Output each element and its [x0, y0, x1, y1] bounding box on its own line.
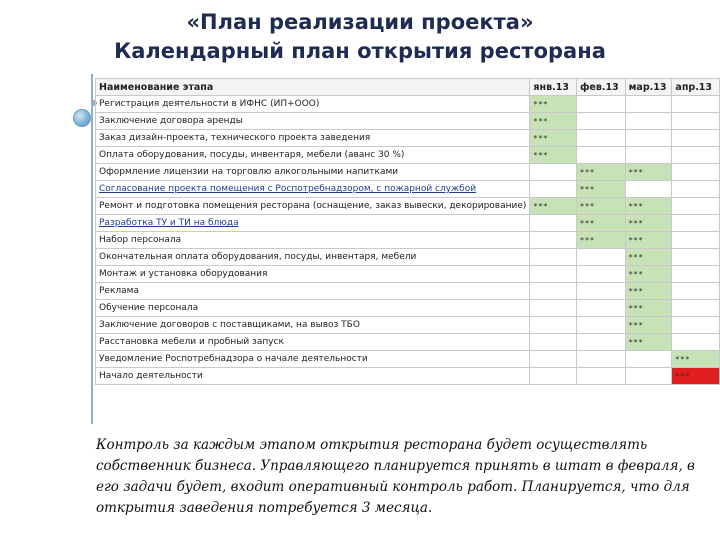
schedule-cell — [672, 283, 720, 300]
header-stage: Наименование этапа — [96, 79, 530, 96]
caption-text: Контроль за каждым этапом открытия ресторана будет осуществлять собственник бизнеса. Управляющего планируется принять в штат в февраля, в его задачи будет, входит оперативный контроль работ. Планируется, что для открытия заведения потребуется 3 месяца. — [96, 437, 695, 516]
schedule-cell — [576, 113, 625, 130]
table-header-row — [96, 79, 720, 96]
schedule-cell — [672, 317, 720, 334]
schedule-cell — [530, 249, 577, 266]
schedule-cell — [530, 283, 577, 300]
schedule-cell — [576, 300, 625, 317]
decorative-line — [91, 74, 93, 424]
stage-name: Заказ дизайн-проекта, технического проекта заведения — [96, 130, 530, 147]
schedule-cell — [576, 283, 625, 300]
schedule-cell — [625, 181, 672, 198]
schedule-cell — [530, 351, 577, 368]
slide-title — [0, 8, 720, 66]
schedule-cell: *** — [625, 164, 672, 181]
schedule-cell: *** — [530, 96, 577, 113]
schedule-cell — [530, 334, 577, 351]
schedule-cell — [576, 96, 625, 113]
stage-name: Монтаж и установка оборудования — [96, 266, 530, 283]
schedule-cell: *** — [625, 198, 672, 215]
table-row — [96, 232, 720, 249]
stage-name: Регистрация деятельности в ИФНС (ИП+ООО) — [96, 96, 530, 113]
schedule-cell — [672, 249, 720, 266]
schedule-cell — [576, 130, 625, 147]
schedule-cell: *** — [576, 215, 625, 232]
table-row — [96, 266, 720, 283]
schedule-cell — [672, 215, 720, 232]
table-row — [96, 130, 720, 147]
schedule-cell — [530, 317, 577, 334]
stage-name: Расстановка мебели и пробный запуск — [96, 334, 530, 351]
schedule-cell: *** — [530, 130, 577, 147]
schedule-cell — [576, 317, 625, 334]
schedule-cell — [576, 147, 625, 164]
schedule-cell — [672, 164, 720, 181]
table-row — [96, 300, 720, 317]
header-month: мар.13 — [625, 79, 672, 96]
schedule-cell: *** — [625, 283, 672, 300]
schedule-cell — [530, 232, 577, 249]
stage-link[interactable]: Разработка ТУ и ТИ на блюда — [96, 215, 530, 232]
header-month: апр.13 — [672, 79, 720, 96]
table-row — [96, 283, 720, 300]
schedule-cell: *** — [625, 232, 672, 249]
decorative-circle — [73, 109, 91, 127]
table-row — [96, 215, 720, 232]
schedule-cell: *** — [625, 215, 672, 232]
stage-name: Заключение договоров с поставщиками, на вывоз ТБО — [96, 317, 530, 334]
schedule-cell: *** — [576, 164, 625, 181]
schedule-cell — [672, 266, 720, 283]
table-row — [96, 147, 720, 164]
table-body — [96, 96, 720, 385]
stage-name: Заключение договора аренды — [96, 113, 530, 130]
schedule-cell — [576, 249, 625, 266]
table-row — [96, 96, 720, 113]
schedule-cell: *** — [625, 317, 672, 334]
schedule-cell — [625, 147, 672, 164]
schedule-cell: *** — [672, 351, 720, 368]
stage-name: Обучение персонала — [96, 300, 530, 317]
table-row — [96, 113, 720, 130]
schedule-cell: *** — [625, 334, 672, 351]
title-line-2: Календарный план открытия ресторана — [114, 39, 606, 63]
schedule-cell — [672, 232, 720, 249]
stage-link[interactable]: Согласование проекта помещения с Роспотребнадзором, с пожарной службой — [96, 181, 530, 198]
stage-name: Начало деятельности — [96, 368, 530, 385]
schedule-cell — [625, 113, 672, 130]
schedule-cell — [530, 164, 577, 181]
schedule-cell — [576, 334, 625, 351]
schedule-cell — [576, 368, 625, 385]
schedule-cell: *** — [576, 232, 625, 249]
schedule-cell — [672, 198, 720, 215]
schedule-cell — [625, 130, 672, 147]
schedule-cell: *** — [530, 147, 577, 164]
stage-name: Уведомление Роспотребнадзора о начале деятельности — [96, 351, 530, 368]
schedule-cell: *** — [625, 300, 672, 317]
schedule-cell — [672, 130, 720, 147]
stage-name: Ремонт и подготовка помещения ресторана (оснащение, заказ вывески, декорирование) — [96, 198, 530, 215]
table-row — [96, 351, 720, 368]
schedule-cell — [530, 215, 577, 232]
table-row — [96, 317, 720, 334]
schedule-cell — [625, 96, 672, 113]
schedule-cell — [576, 351, 625, 368]
schedule-cell — [625, 351, 672, 368]
stage-name: Окончательная оплата оборудования, посуды, инвентаря, мебели — [96, 249, 530, 266]
stage-name: Оформление лицензии на торговлю алкогольными напитками — [96, 164, 530, 181]
header-month: фев.13 — [576, 79, 625, 96]
schedule-cell: *** — [530, 198, 577, 215]
table-row — [96, 249, 720, 266]
schedule-cell — [672, 300, 720, 317]
schedule-cell — [530, 181, 577, 198]
schedule-cell — [625, 368, 672, 385]
title-line-1: «План реализации проекта» — [186, 10, 534, 34]
schedule-cell: *** — [576, 198, 625, 215]
header-month: янв.13 — [530, 79, 577, 96]
schedule-cell — [530, 300, 577, 317]
schedule-cell — [672, 181, 720, 198]
schedule-cell — [672, 113, 720, 130]
table-row — [96, 164, 720, 181]
schedule-cell — [672, 96, 720, 113]
schedule-cell — [672, 147, 720, 164]
schedule-cell — [672, 334, 720, 351]
stage-name: Оплата оборудования, посуды, инвентаря, мебели (аванс 30 %) — [96, 147, 530, 164]
schedule-table — [95, 78, 720, 385]
schedule-cell: *** — [625, 249, 672, 266]
stage-name: Набор персонала — [96, 232, 530, 249]
table-row — [96, 368, 720, 385]
schedule-cell — [576, 266, 625, 283]
schedule-cell: *** — [672, 368, 720, 385]
table-row — [96, 198, 720, 215]
table-row — [96, 334, 720, 351]
schedule-cell: *** — [576, 181, 625, 198]
schedule-cell — [530, 266, 577, 283]
schedule-cell — [530, 368, 577, 385]
table-row — [96, 181, 720, 198]
schedule-cell: *** — [530, 113, 577, 130]
stage-name: Реклама — [96, 283, 530, 300]
schedule-cell: *** — [625, 266, 672, 283]
